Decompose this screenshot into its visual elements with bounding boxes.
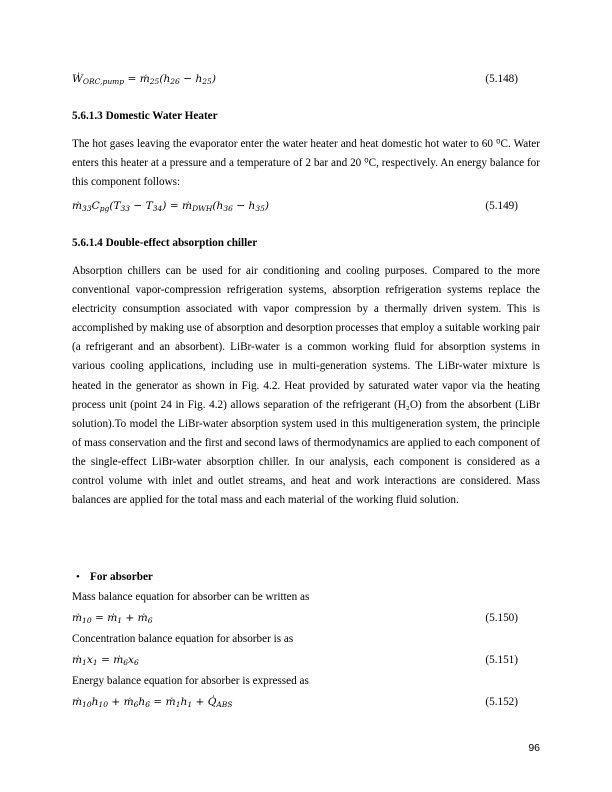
text-mass-balance: Mass balance equation for absorber can be written as (72, 591, 310, 603)
section-heading-absorption-chiller: 5.6.1.4 Double-effect absorption chiller (72, 237, 258, 249)
text-energy-balance: Energy balance equation for absorber is expressed as (72, 675, 309, 687)
equation-5-151 (72, 654, 139, 666)
equation-number: (5.148) (485, 73, 518, 85)
equation-render: $ṁ_1x_1$ = $ṁ_6x_6$ (72, 654, 139, 667)
bullet-icon: • (76, 571, 80, 583)
equation-render: $ṁ_{10}h_{10}$ + $ṁ_6h_6$ = $ṁ_1h_1$ + $Q̇_{ABS}$ (72, 696, 233, 709)
equation-render: $ṁ_{33}C_{pg}(T_{33} - T_{34})$ = $ṁ_{DWH}(h_{36} - h_{35})$ (72, 200, 269, 213)
text-concentration-balance: Concentration balance equation for absorber is as (72, 633, 294, 645)
subheading-absorber: For absorber (90, 571, 153, 583)
equation-5-149 (72, 200, 269, 212)
equation-number: (5.149) (485, 200, 518, 212)
page-number: 96 (528, 742, 540, 754)
equation-5-152 (72, 696, 232, 708)
equation-number: (5.151) (485, 654, 518, 666)
paragraph-domestic-water-heater: The hot gases leaving the evaporator enter the water heater and heat domestic hot water to 60 ⁰C. Water enters this heater at a pressure and a temperature of 2 bar and 20 ⁰C, respectively. An energy balance for this component follows: (72, 138, 540, 189)
equation-render: ṁ$_{10}$ = ṁ$_1$ + ṁ$_6$ (72, 612, 153, 625)
equation-5-150 (72, 612, 153, 624)
equation-number: (5.152) (485, 696, 518, 708)
equation-render: Ẇ$_{ORC,pump}$ = $ṁ_{25}(h_{26} - h_{25})$ (72, 73, 216, 86)
equation-number: (5.150) (485, 612, 518, 624)
section-heading-domestic-water-heater: 5.6.1.3 Domestic Water Heater (72, 110, 218, 122)
equation-5-148 (72, 73, 216, 85)
paragraph-absorption-chiller: Absorption chillers can be used for air conditioning and cooling purposes. Compared to the more conventional vapor-compression refrigeration systems, absorption refrigeration systems replace the electricity consumption associated with vapor compression by a thermally driven system. This is accomplished by making use of absorption and desorption processes that employ a suitable working pair (a refrigerant and an absorbent). LiBr-water is a common working fluid for absorption systems in various cooling applications, including use in multi-generation systems. The LiBr-water mixture is heated in the generator as shown in Fig. 4.2. Heat provided by saturated water vapor via the heating process unit (point 24 in Fig. 4.2) allows separation of the refrigerant (H₂O) from the absorbent (LiBr solution).To model the LiBr-water absorption system used in this multigeneration system, the principle of mass conservation and the first and second laws of thermodynamics are applied to each component of the single-effect LiBr-water absorption chiller. In our analysis, each component is considered as a control volume with inlet and outlet streams, and heat and work interactions are considered. Mass balances are applied for the total mass and each material of the working fluid solution. (72, 265, 540, 507)
